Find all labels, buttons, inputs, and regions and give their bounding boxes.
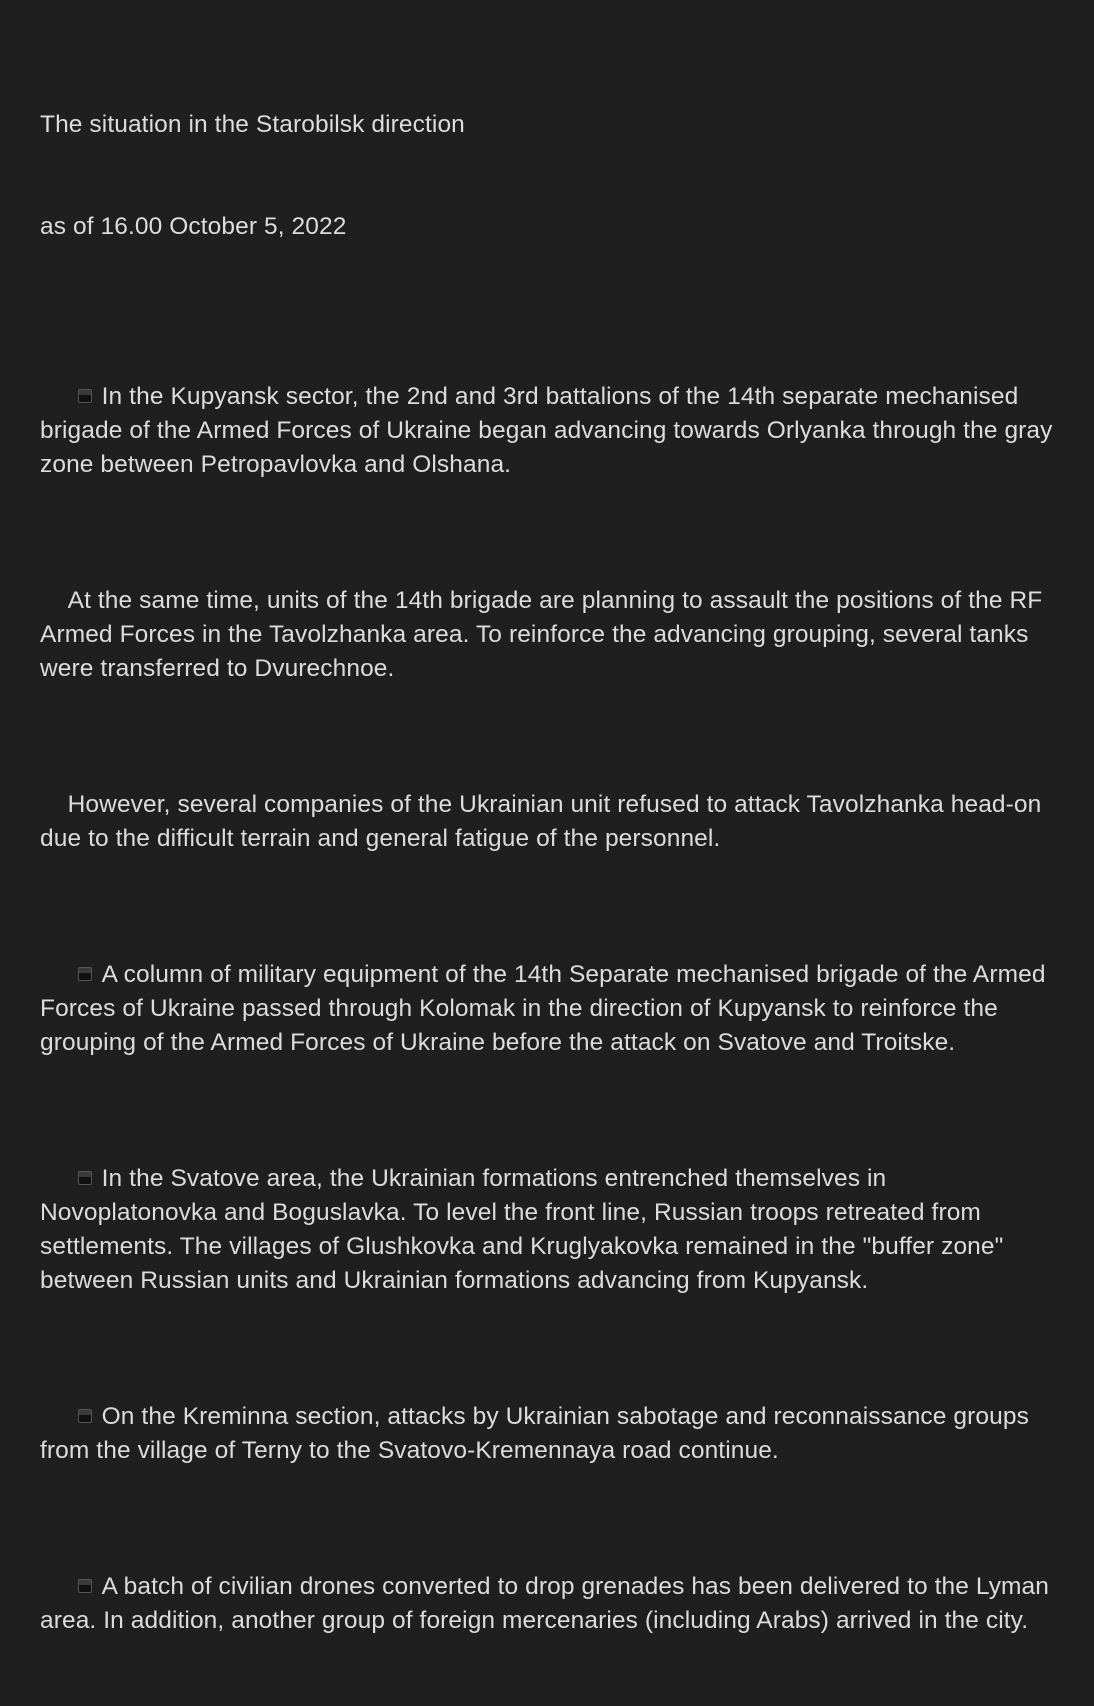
black-square-bullet-icon — [78, 389, 92, 403]
paragraph — [40, 754, 1070, 890]
title-line-2: as of 16.00 October 5, 2022 — [40, 213, 347, 240]
paragraph-text: On the Kreminna section, attacks by Ukrainian sabotage and reconnaissance groups from the village of Terny to the Svatovo-Kremennaya road continue. — [40, 1403, 1036, 1464]
paragraph-text: A column of military equipment of the 14th Separate mechanised brigade of the Armed Forces of Ukraine passed through Kolomak in the direction of Kupyansk to reinforce the grouping of the Armed Forces of Ukraine before the attack on Svatove and Troitske. — [40, 961, 1053, 1056]
paragraph-text: In the Kupyansk sector, the 2nd and 3rd battalions of the 14th separate mechanised brigade of the Armed Forces of Ukraine began advancing towards Orlyanka through the gray zone between Petropavlovka and Olshana. — [40, 383, 1060, 478]
message-body — [40, 40, 1070, 1706]
paragraph-text: In the Svatove area, the Ukrainian formations entrenched themselves in Novoplatonovka and Boguslavka. To level the front line, Russian troops retreated from settlements. The villages of Glushkovka and Kruglyakovka remained in the "buffer zone" between Russian units and Ukrainian formations advancing from Kupyansk. — [40, 1165, 1011, 1294]
paragraph — [40, 924, 1070, 1094]
title-line-1: The situation in the Starobilsk direction — [40, 111, 465, 138]
black-square-bullet-icon — [78, 1409, 92, 1423]
paragraph — [40, 1536, 1070, 1672]
paragraph — [40, 1128, 1070, 1332]
paragraph-text: A batch of civilian drones converted to drop grenades has been delivered to the Lyman area. In addition, another group of foreign mercenaries (including Arabs) arrived in the city. — [40, 1573, 1056, 1634]
paragraph-text: However, several companies of the Ukrainian unit refused to attack Tavolzhanka head-on due to the difficult terrain and general fatigue of the personnel. — [40, 791, 1049, 852]
message-title — [40, 40, 1070, 312]
paragraph — [40, 1366, 1070, 1502]
paragraph-text: At the same time, units of the 14th brigade are planning to assault the positions of the RF Armed Forces in the Tavolzhanka area. To reinforce the advancing grouping, several tanks were transferred to Dvurechnoe. — [40, 587, 1048, 682]
black-square-bullet-icon — [78, 1579, 92, 1593]
paragraph — [40, 346, 1070, 516]
paragraph — [40, 550, 1070, 720]
black-square-bullet-icon — [78, 967, 92, 981]
black-square-bullet-icon — [78, 1171, 92, 1185]
